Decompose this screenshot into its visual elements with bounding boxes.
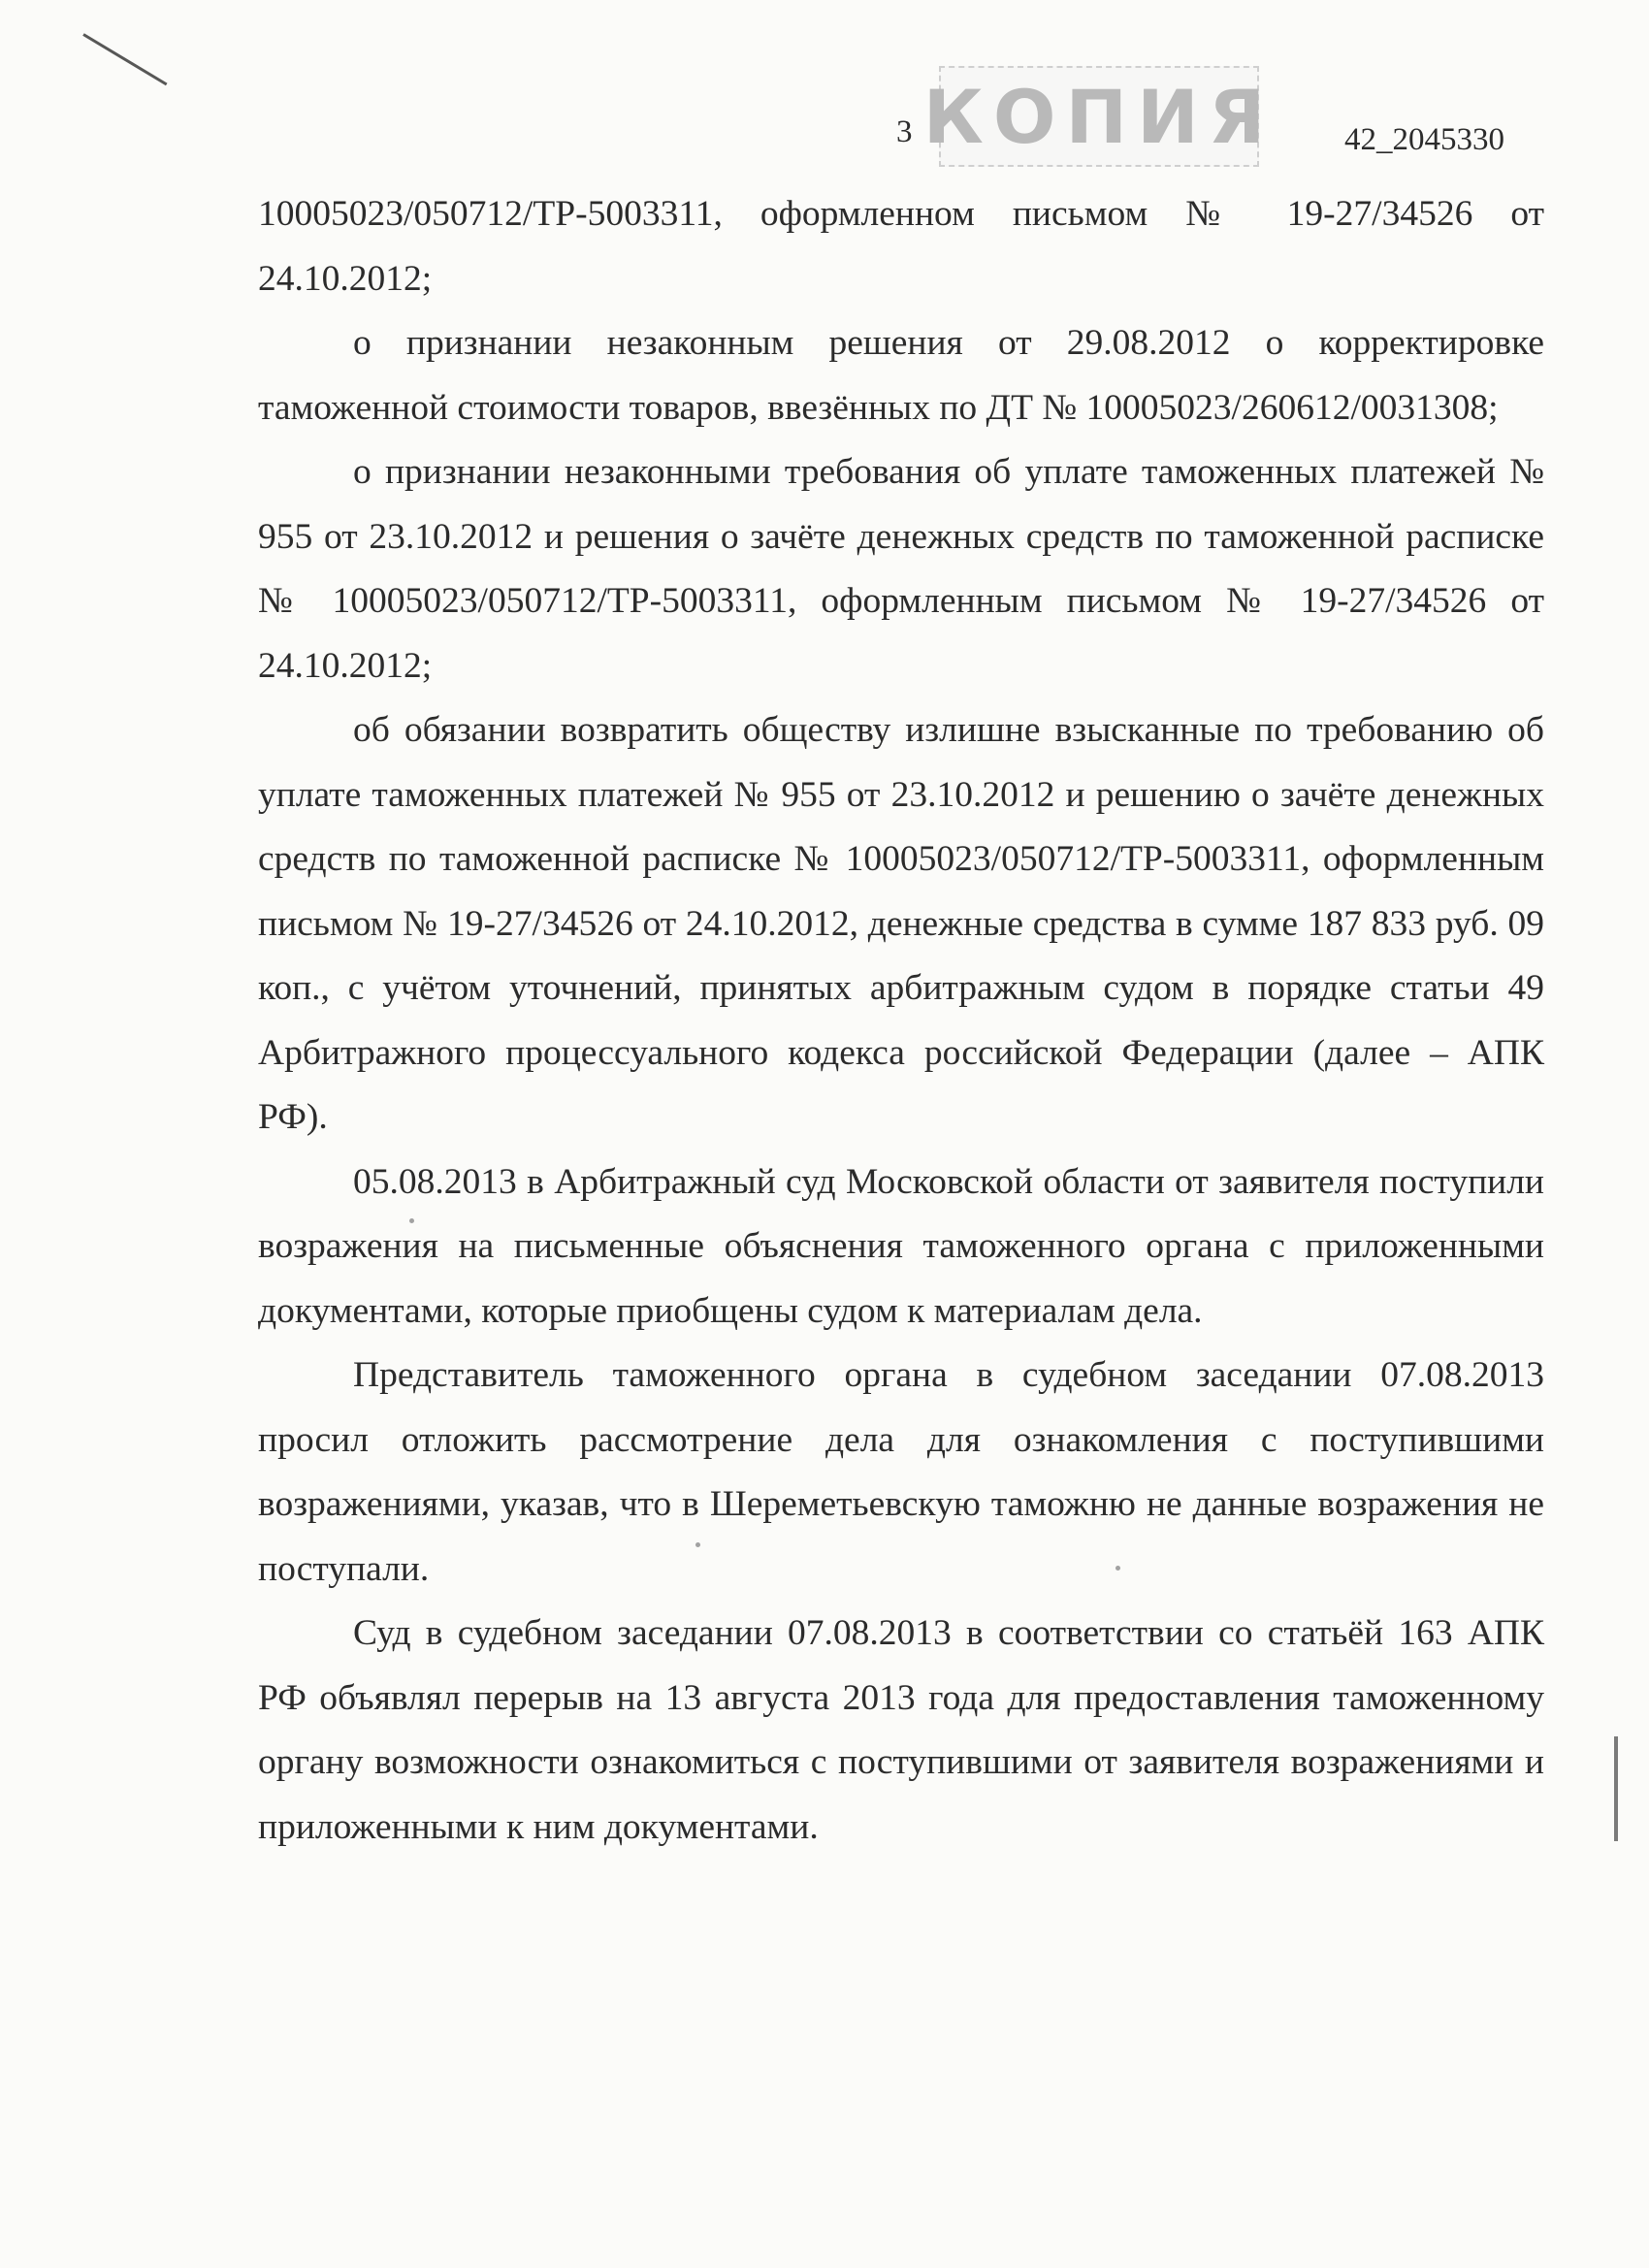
- paragraph-3: о признании незаконными требования об уплате таможенных платежей № 955 от 23.10.2012 и решения о зачёте денежных средств по таможенной расписке № 10005023/050712/ТР-5003311, оформленным письмом № 19-27/34526 от 24.10.2012;: [258, 452, 1544, 686]
- copy-stamp: КОПИЯ: [939, 66, 1259, 167]
- paragraph-6: Представитель таможенного органа в судебном заседании 07.08.2013 просил отложить рассмотрение дела для ознакомления с поступившими возражениями, указав, что в Шереметьевскую таможню не данные возражения не поступали.: [258, 1355, 1544, 1589]
- document-body: [258, 182, 1544, 1860]
- paragraph-5: 05.08.2013 в Арбитражный суд Московской области от заявителя поступили возражения на письменные объяснения таможенного органа с приложенными документами, которые приобщены судом к материалам дела.: [258, 1161, 1544, 1331]
- scan-edge-mark: [1614, 1736, 1618, 1841]
- paragraph-2: о признании незаконным решения от 29.08.2012 о корректировке таможенной стоимости товаров, ввезённых по ДТ № 10005023/260612/0031308;: [258, 323, 1544, 428]
- page-number: 3: [896, 114, 913, 149]
- paragraph-4: об обязании возвратить обществу излишне взысканные по требованию об уплате таможенных платежей № 955 от 23.10.2012 и решению о зачёте денежных средств по таможенной расписке № 10005023/050712/ТР-5003311, оформленным письмом № 19-27/34526 от 24.10.2012, денежные средства в сумме 187 833 руб. 09 коп., с учётом уточнений, принятых арбитражным судом в порядке статьи 49 Арбитражного процессуального кодекса российской Федерации (далее – АПК РФ).: [258, 710, 1544, 1137]
- scan-dot: [1116, 1566, 1120, 1571]
- document-id: 42_2045330: [1344, 122, 1504, 157]
- paragraph-7: Суд в судебном заседании 07.08.2013 в соответствии со статьёй 163 АПК РФ объявлял перерыв на 13 августа 2013 года для предоставления таможенному органу возможности ознакомиться с поступившими от заявителя возражениями и приложенными к ним документами.: [258, 1613, 1544, 1847]
- paragraph-1: 10005023/050712/ТР-5003311, оформленном письмом № 19-27/34526 от 24.10.2012;: [258, 194, 1544, 299]
- scan-dot: [409, 1218, 414, 1223]
- scan-dot: [695, 1542, 700, 1547]
- page-header: [0, 0, 1649, 184]
